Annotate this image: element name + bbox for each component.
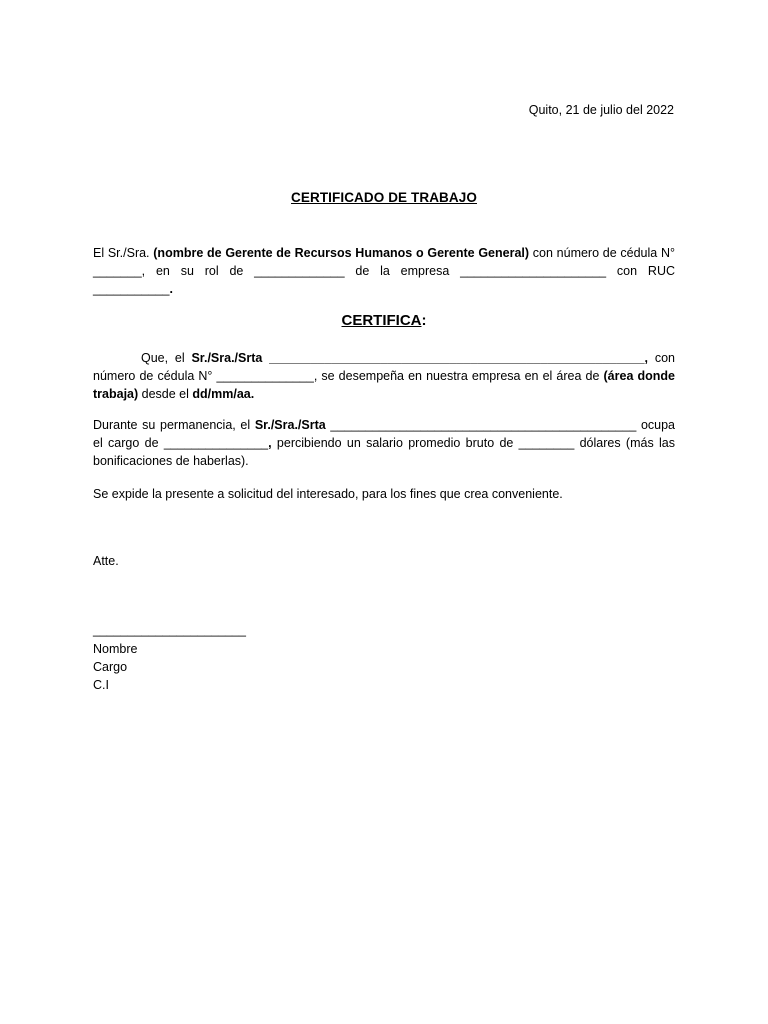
- farewell: Atte.: [93, 554, 119, 568]
- certifies-paragraph: [93, 349, 675, 403]
- signature-id: C.I: [93, 678, 109, 692]
- certifies-bold-3: dd/mm/aa.: [192, 387, 255, 401]
- letter-date: Quito, 21 de julio del 2022: [528, 103, 674, 117]
- certifies-bold-1: Sr./Sra./Srta ______________________________________________________,: [191, 351, 649, 365]
- intro-text-2: con número de cédula N° _______, en su rol de _____________ de la empresa _____________________ con RUC ___________: [93, 246, 675, 296]
- certifica-colon: :: [421, 312, 427, 329]
- tenure-text-3: percibiendo un salario promedio bruto de ________ dólares (más las bonificaciones de haberlas).: [93, 436, 675, 468]
- intro-bold-1: (nombre de Gerente de Recursos Humanos o Gerente General): [153, 246, 530, 260]
- certifies-bold-2: (área donde trabaja): [93, 369, 675, 401]
- tenure-text-2: ____________________________________________ ocupa el cargo de _______________: [93, 418, 676, 450]
- document-title: CERTIFICADO DE TRABAJO: [291, 190, 477, 205]
- certifies-text-1: Que, el: [141, 351, 192, 365]
- tenure-text-1: Durante su permanencia, el: [93, 418, 255, 432]
- tenure-bold-2: ,: [268, 436, 272, 450]
- signature-line: ______________________: [93, 623, 246, 637]
- closing-paragraph: Se expide la presente a solicitud del interesado, para los fines que crea conveniente.: [93, 487, 563, 501]
- tenure-paragraph: [93, 416, 675, 470]
- certifies-text-2: con número de cédula N° ______________, se desempeña en nuestra empresa en el área de: [93, 351, 675, 383]
- certifica-heading: [0, 312, 768, 329]
- signature-position: Cargo: [93, 660, 128, 674]
- signature-name: Nombre: [93, 642, 138, 656]
- tenure-bold-1: Sr./Sra./Srta: [254, 418, 326, 432]
- intro-paragraph: [93, 244, 675, 298]
- certifica-word: CERTIFICA: [341, 312, 422, 329]
- intro-bold-2: .: [169, 282, 173, 296]
- certifies-text-3: desde el: [138, 387, 193, 401]
- intro-text-1: El Sr./Sra.: [93, 246, 154, 260]
